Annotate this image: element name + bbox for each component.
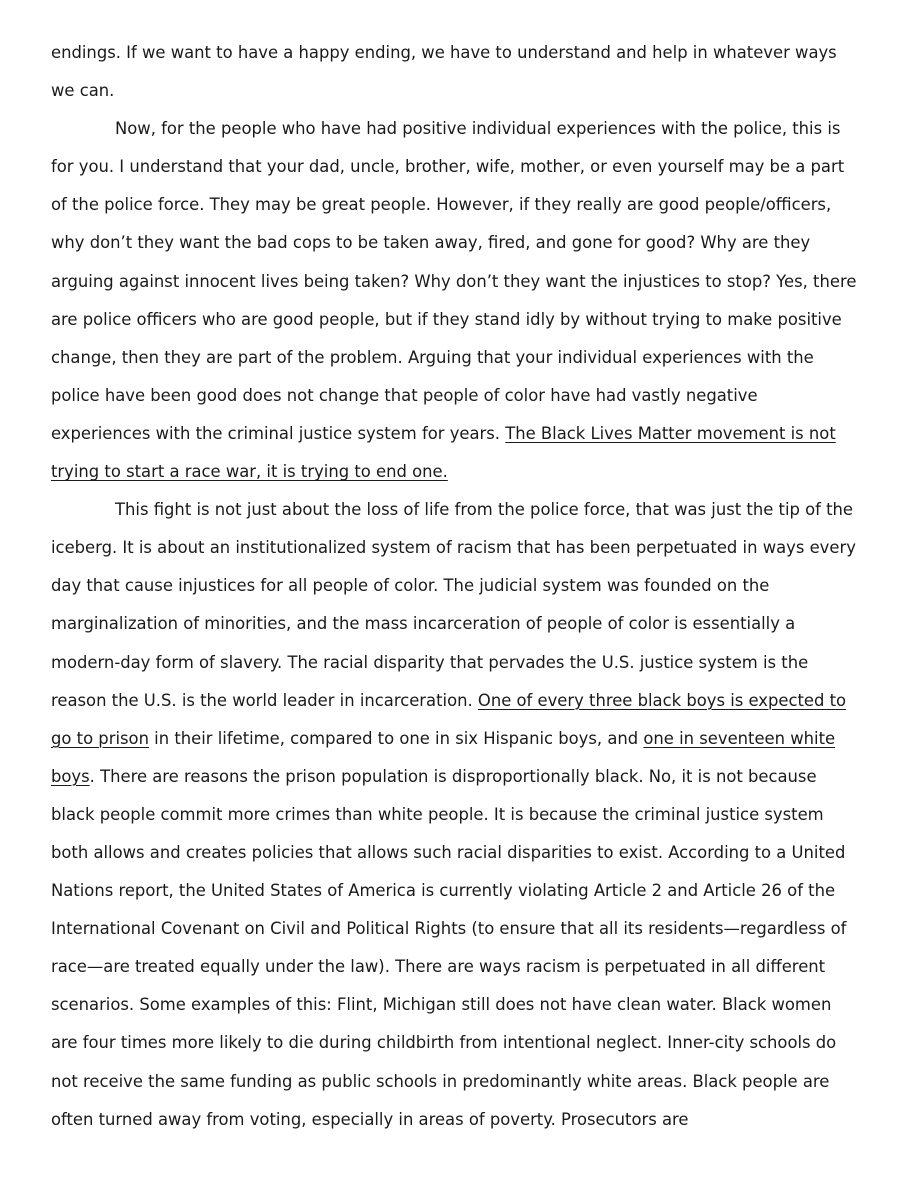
underlined-link-three-black-boys[interactable]: One of every three black boys is expected to go to prison bbox=[51, 690, 847, 748]
paragraph-1 bbox=[51, 34, 861, 110]
paragraph-1-text: endings. If we want to have a happy ending, we have to understand and help in whatever ways we can. bbox=[51, 43, 837, 101]
underlined-link-seventeen-white-boys[interactable]: one in seventeen white boys bbox=[51, 728, 836, 786]
paragraph-3-text-rest: . There are reasons the prison population is disproportionally black. No, it is not because black people commit more crimes than white people. It is because the criminal justice system both allows and creates policies that allows such racial disparities to exist. According to a United Nations report, the United States of America is currently violating Article 2 and Article 26 of the International Covenant on Civil and Political Rights (to ensure that all its residents—regardless of race—are treated equally under the law). There are ways racism is perpetuated in all different scenarios. Some examples of this: Flint, Michigan still does not have clean water. Black women are four times more likely to die during childbirth from intentional neglect. Inner-city schools do not receive the same funding as public schools in predominantly white areas. Black people are often turned away from voting, especially in areas of poverty. Prosecutors are bbox=[51, 766, 847, 1129]
paragraph-3-text-middle: in their lifetime, compared to one in six Hispanic boys, and bbox=[148, 728, 644, 748]
paragraph-3-text-intro: This fight is not just about the loss of life from the police force, that was just the tip of the iceberg. It is about an institutionalized system of racism that has been perpetuated in ways every day that cause injustices for all people of color. The judicial system was founded on the marginalization of minorities, and the mass incarceration of people of color is essentially a modern-day form of slavery. The racial disparity that pervades the U.S. justice system is the reason the U.S. is the world leader in incarceration. bbox=[51, 500, 856, 710]
paragraph-2-text: Now, for the people who have had positive individual experiences with the police, this is for you. I understand that your dad, uncle, brother, wife, mother, or even yourself may be a part of the police force. They may be great people. However, if they really are good people/officers, why don’t they want the bad cops to be taken away, fired, and gone for good? Why are they arguing against innocent lives being taken? Why don’t they want the injustices to stop? Yes, there are police officers who are good people, but if they stand idly by without trying to make positive change, then they are part of the problem. Arguing that your individual experiences with the police have been good does not change that people of color have had vastly negative experiences with the criminal justice system for years. bbox=[51, 119, 857, 443]
underlined-statement-blm: The Black Lives Matter movement is not trying to start a race war, it is trying to end one. bbox=[51, 423, 836, 482]
document-body bbox=[51, 34, 861, 1139]
paragraph-3 bbox=[51, 491, 861, 1139]
paragraph-2 bbox=[51, 110, 861, 491]
